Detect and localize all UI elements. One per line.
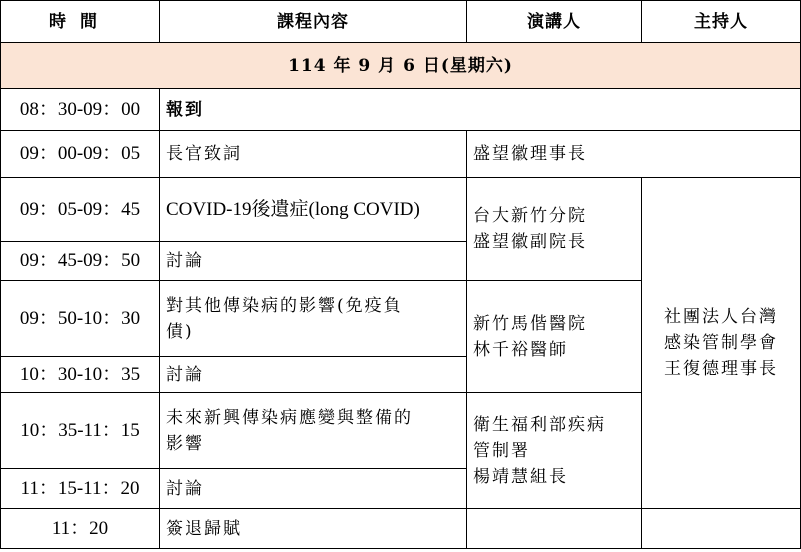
speaker-line: 新竹馬偕醫院 (473, 313, 587, 334)
speaker-line: 林千裕醫師 (473, 339, 568, 360)
time-cell: 09：50-10：30 (1, 281, 160, 357)
speaker-line: 衛生福利部疾病 (473, 414, 606, 435)
header-time: 時間 (1, 1, 160, 43)
time-cell: 09：45-09：50 (1, 242, 160, 281)
table-row (1, 178, 801, 242)
header-course: 課程內容 (160, 1, 467, 43)
time-cell: 11：15-11：20 (1, 469, 160, 509)
speaker-cell: 盛望徽理事長 (467, 131, 801, 178)
empty-cell (642, 509, 801, 549)
host-cell (642, 178, 801, 509)
time-cell: 10：35-11：15 (1, 393, 160, 469)
host-line: 感染管制學會 (664, 333, 778, 353)
table-row (1, 89, 801, 131)
topic-line: 影響 (166, 433, 204, 454)
table-row (1, 131, 801, 178)
host-line: 王復德理事長 (664, 359, 778, 379)
topic-cell: 討論 (160, 242, 467, 281)
table-row (1, 509, 801, 549)
topic-line: 債) (166, 321, 194, 342)
time-cell: 08：30-09：00 (1, 89, 160, 131)
topic-line: 未來新興傳染病應變與整備的 (166, 407, 413, 428)
header-row (1, 1, 801, 43)
speaker-line: 楊靖慧組長 (473, 466, 568, 487)
topic-cell: 簽退歸賦 (160, 509, 467, 549)
topic-cell: 討論 (160, 469, 467, 509)
time-cell: 11：20 (1, 509, 160, 549)
time-cell: 09：05-09：45 (1, 178, 160, 242)
speaker-cell (467, 393, 642, 509)
date-cell: 114 年 9 月 6 日(星期六) (1, 43, 801, 89)
speaker-line: 台大新竹分院 (473, 206, 587, 226)
time-cell: 09：00-09：05 (1, 131, 160, 178)
speaker-cell (467, 281, 642, 393)
topic-cell: 長官致詞 (160, 131, 467, 178)
topic-cell: COVID-19後遺症(long COVID) (160, 178, 467, 242)
host-line: 社團法人台灣 (664, 307, 778, 327)
empty-cell (467, 509, 642, 549)
speaker-line: 管制署 (473, 440, 530, 461)
speaker-cell (467, 178, 642, 281)
topic-line: 對其他傳染病的影響(免疫負 (166, 295, 403, 316)
date-row (1, 43, 801, 89)
topic-cell: 報到 (160, 89, 801, 131)
topic-cell (160, 393, 467, 469)
time-cell: 10：30-10：35 (1, 357, 160, 393)
header-speaker: 演講人 (467, 1, 642, 43)
topic-cell (160, 281, 467, 357)
header-host: 主持人 (642, 1, 801, 43)
topic-cell: 討論 (160, 357, 467, 393)
speaker-line: 盛望徽副院長 (473, 232, 587, 252)
